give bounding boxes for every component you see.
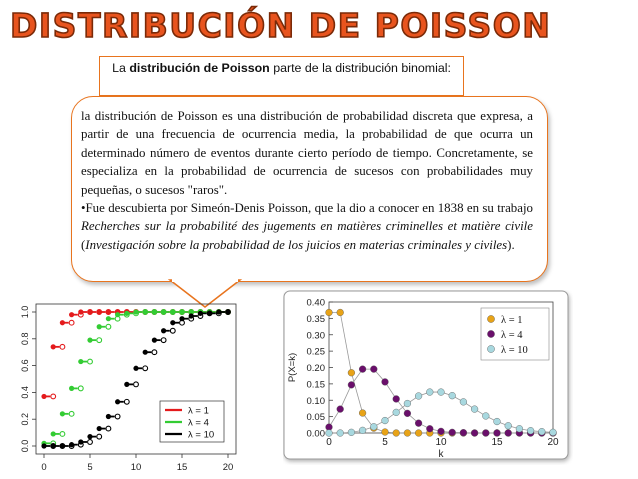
data-point (426, 389, 433, 396)
data-point (404, 400, 411, 407)
y-tick-label: 0.05 (306, 412, 325, 424)
legend-label: λ = 4 (501, 330, 523, 341)
spanish-title: Investigación sobre la probabilidad de los juicios en materias criminales y civiles (85, 237, 508, 252)
data-point (124, 382, 129, 387)
y-tick-label: 0.30 (306, 330, 325, 342)
data-point (41, 443, 46, 448)
data-point (60, 443, 65, 448)
data-point (106, 316, 111, 321)
x-tick-label: 5 (87, 462, 93, 473)
data-point (179, 309, 184, 314)
data-point (143, 309, 148, 314)
x-tick-label: 5 (382, 437, 388, 448)
y-tick-label: 0.6 (20, 359, 30, 372)
page-title: DISTRIBUCIÓN DE POISSON (10, 6, 552, 45)
data-point (337, 430, 344, 437)
y-tick-label: 0.40 (306, 297, 325, 309)
data-point (41, 394, 46, 399)
data-point (51, 344, 56, 349)
open-point (97, 338, 102, 343)
intro-box (99, 56, 464, 96)
data-point (60, 411, 65, 416)
data-point (198, 311, 203, 316)
intro-text-bold: distribución de Poisson (129, 61, 270, 75)
data-point (69, 442, 74, 447)
data-point (170, 309, 175, 314)
open-point (88, 440, 93, 445)
data-point (404, 430, 411, 437)
data-point (482, 413, 489, 420)
data-point (78, 439, 83, 444)
open-point (170, 328, 175, 333)
data-point (152, 338, 157, 343)
data-point (97, 309, 102, 314)
y-tick-label: 0.15 (306, 379, 325, 391)
data-point (348, 369, 355, 376)
data-point (189, 313, 194, 318)
open-point (69, 320, 74, 325)
data-point (161, 328, 166, 333)
data-point (179, 316, 184, 321)
data-point (359, 366, 366, 373)
legend-label: λ = 10 (501, 345, 528, 356)
legend (160, 401, 224, 442)
data-point (348, 429, 355, 436)
open-point (106, 324, 111, 329)
open-point (97, 434, 102, 439)
data-point (438, 389, 445, 396)
data-point (143, 350, 148, 355)
data-point (404, 410, 411, 417)
data-point (505, 430, 512, 437)
legend (481, 308, 549, 360)
intro-text-a: La (112, 61, 130, 75)
data-point (494, 418, 501, 425)
x-tick-label: 15 (491, 437, 503, 448)
open-point (78, 386, 83, 391)
data-point (460, 398, 467, 405)
x-tick-label: 0 (41, 462, 47, 473)
data-point (438, 428, 445, 435)
data-point (460, 429, 467, 436)
legend-swatch (487, 345, 494, 352)
data-point (51, 443, 56, 448)
data-point (370, 366, 377, 373)
data-point (337, 406, 344, 413)
data-point (415, 393, 422, 400)
data-point (133, 366, 138, 371)
data-point (69, 312, 74, 317)
data-point (359, 410, 366, 417)
x-tick-label: 10 (130, 462, 142, 473)
data-point (115, 312, 120, 317)
x-tick-label: 20 (547, 437, 559, 448)
data-point (516, 425, 523, 432)
data-point (415, 420, 422, 427)
data-point (87, 309, 92, 314)
data-point (494, 430, 501, 437)
open-point (60, 432, 65, 437)
data-point (348, 381, 355, 388)
data-point (170, 320, 175, 325)
x-tick-label: 20 (222, 462, 234, 473)
y-tick-label: 0.4 (20, 386, 30, 399)
data-point (382, 429, 389, 436)
data-point (152, 309, 157, 314)
open-point (115, 414, 120, 419)
y-tick-label: 1.0 (20, 305, 30, 319)
data-point (207, 311, 212, 316)
legend-swatch (487, 315, 494, 322)
data-point (337, 309, 344, 316)
data-point (449, 392, 456, 399)
open-point (60, 344, 65, 349)
legend-swatch (487, 330, 494, 337)
data-point (449, 429, 456, 436)
data-point (471, 430, 478, 437)
data-point (51, 431, 56, 436)
open-point (51, 394, 56, 399)
open-point (161, 338, 166, 343)
data-point (382, 379, 389, 386)
data-point (393, 409, 400, 416)
y-axis-label: P(X=k) (287, 352, 298, 383)
y-tick-label: 0.35 (306, 313, 325, 325)
data-point (550, 429, 557, 436)
open-point (143, 366, 148, 371)
data-point (69, 386, 74, 391)
data-point (161, 309, 166, 314)
data-point (415, 430, 422, 437)
y-tick-label: 0.25 (306, 346, 325, 358)
french-title: Recherches sur la probabilité des jugements en matières criminelles et matière civile (81, 219, 533, 234)
cdf-chart (0, 300, 240, 479)
x-tick-label: 0 (326, 437, 332, 448)
data-point (326, 430, 333, 437)
definition-paragraph: la distribución de Poisson es una distribución de probabilidad discreta que expresa, a partir de una frecuencia de ocurrencia media, la probabilidad de que ocurra un determinado número de eventos durante cierto período de tiempo. Concretamente, se especializa en la probabilidad de ocurrencia de sucesos con probabilidades muy pequeñas, o sucesos "raros". (81, 109, 533, 197)
history-paragraph: •Fue descubierta por Simeón-Denis Poisson, que la dio a conocer en 1838 en su trabajo Recherches sur la probabilité des jugements en matières criminelles et matière civile (Investigación sobre la probabilidad de los juicios en materias criminales y civiles). (81, 201, 533, 252)
legend-label: λ = 4 (188, 417, 209, 429)
y-tick-label: 0.0 (20, 439, 30, 453)
y-tick-label: 0.8 (20, 332, 30, 346)
data-point (60, 320, 65, 325)
x-tick-label: 15 (176, 462, 188, 473)
y-tick-label: 0.2 (20, 412, 30, 426)
x-tick-label: 10 (435, 437, 447, 448)
y-tick-label: 0.20 (306, 363, 325, 374)
data-point (527, 427, 534, 434)
y-tick-label: 0.00 (306, 428, 325, 440)
data-point (426, 425, 433, 432)
data-point (482, 430, 489, 437)
data-point (124, 311, 129, 316)
data-point (370, 423, 377, 430)
open-point (124, 399, 129, 404)
open-point (152, 350, 157, 355)
data-point (538, 428, 545, 435)
intro-text-c: parte de la distribución binomial: (269, 61, 451, 75)
data-point (216, 309, 221, 314)
data-point (359, 427, 366, 434)
open-point (69, 411, 74, 416)
legend-label: λ = 1 (501, 315, 523, 326)
data-point (382, 417, 389, 424)
legend-label: λ = 10 (188, 429, 215, 441)
data-point (106, 414, 111, 419)
data-point (326, 309, 333, 316)
data-point (87, 338, 92, 343)
data-point (225, 309, 230, 314)
x-axis-label: k (438, 449, 444, 460)
data-point (97, 324, 102, 329)
legend-label: λ = 1 (188, 405, 209, 417)
data-point (115, 399, 120, 404)
data-point (133, 309, 138, 314)
bubble-text (81, 107, 533, 254)
data-point (97, 426, 102, 431)
data-point (78, 309, 83, 314)
open-point (134, 382, 139, 387)
data-point (87, 434, 92, 439)
data-point (505, 422, 512, 429)
data-point (78, 359, 83, 364)
pmf-chart (283, 290, 573, 465)
data-point (393, 396, 400, 403)
open-point (88, 359, 93, 364)
data-point (106, 309, 111, 314)
open-point (106, 426, 111, 431)
y-tick-label: 0.10 (306, 395, 325, 407)
data-point (393, 430, 400, 437)
data-point (471, 406, 478, 413)
